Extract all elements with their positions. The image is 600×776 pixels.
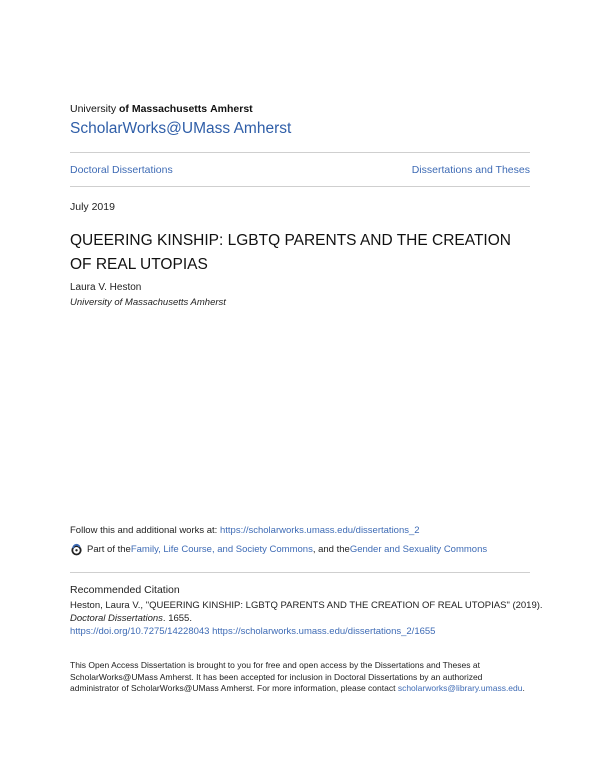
author-affiliation: University of Massachusetts Amherst (70, 297, 226, 308)
item-url-link[interactable]: https://scholarworks.umass.edu/dissertations_2/1655 (212, 626, 436, 637)
university-name: University of Massachusetts Amherst (70, 103, 253, 115)
doi-link[interactable]: https://doi.org/10.7275/14228043 (70, 626, 210, 637)
part-of-middle: , and the (312, 544, 350, 555)
part-of-prefix: Part of the (87, 544, 131, 555)
divider-citation (70, 572, 530, 573)
divider-nav (70, 186, 530, 187)
gender-sexuality-commons-link[interactable]: Gender and Sexuality Commons (349, 544, 488, 555)
doctoral-dissertations-link[interactable]: Doctoral Dissertations (70, 164, 173, 176)
citation-links (70, 626, 435, 637)
family-life-course-commons-link[interactable]: Family, Life Course, and Society Commons (130, 544, 313, 555)
follow-prefix: Follow this and additional works at: (70, 525, 220, 536)
citation-line: Heston, Laura V., "QUEERING KINSHIP: LGBTQ PARENTS AND THE CREATION OF REAL UTOPIAS" (2019). (70, 600, 543, 611)
divider-top (70, 152, 530, 153)
dissertations-and-theses-link[interactable]: Dissertations and Theses (411, 164, 530, 176)
follow-line (70, 525, 420, 536)
citation-heading: Recommended Citation (70, 584, 180, 596)
dissertation-title: QUEERING KINSHIP: LGBTQ PARENTS AND THE CREATION OF REAL UTOPIAS (70, 232, 511, 273)
collection-url-link[interactable]: https://scholarworks.umass.edu/dissertations_2 (219, 525, 420, 536)
repository-link[interactable]: ScholarWorks@UMass Amherst (70, 120, 292, 137)
open-access-notice: This Open Access Dissertation is brought to you for free and open access by the Dissertations and Theses at ScholarWorks@UMass Amherst. It has been accepted for inclusion in Doctoral Dissertations by an authorized administrator of ScholarWorks@UMass Amherst. For more information, please contact scholarworks@library.umass.edu. (70, 660, 525, 693)
open-access-icon (70, 543, 83, 556)
publication-date: July 2019 (70, 201, 115, 213)
author-name: Laura V. Heston (70, 282, 142, 293)
citation-source: Doctoral Dissertations. 1655. (70, 613, 192, 624)
part-of-line (70, 543, 487, 556)
contact-email-link[interactable]: scholarworks@library.umass.edu (397, 683, 523, 693)
